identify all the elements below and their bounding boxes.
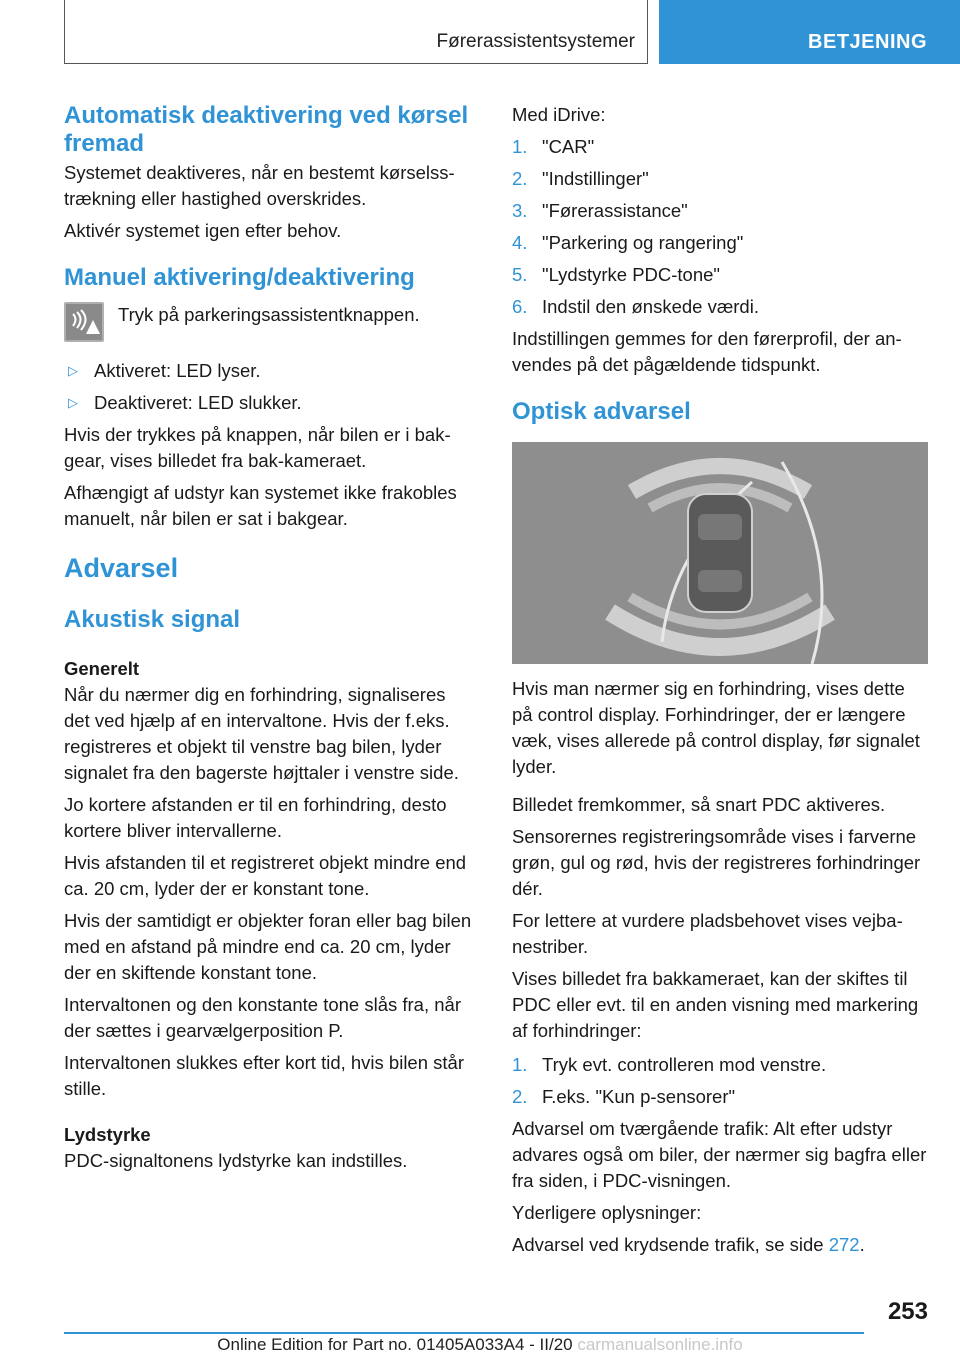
heading-warning: Advarsel [64,553,179,583]
camera-steps [512,1052,928,1110]
header-box [64,0,648,64]
paragraph: Hvis man nærmer sig en forhindring, vises dette på control display. Forhindringer, der er længere væk, vises allerede på control display, før signalet lyder. [512,678,920,777]
paragraph: Jo kortere afstanden er til en forhindring, desto kortere bliver intervallerne. [64,794,447,841]
paragraph: Aktivér systemet igen efter behov. [64,220,342,241]
list-item: 5. "Lydstyrke PDC-tone" [512,264,720,285]
list-item: 2. F.eks. "Kun p-sensorer" [512,1086,736,1107]
icon-row [64,302,472,348]
subheading-general: Generelt [64,658,140,679]
paragraph: Vises billedet fra bakkameraet, kan der skiftes til PDC eller evt. til en anden visning med markering af forhindringer: [512,968,919,1041]
paragraph: Tryk på parkeringsassistentknappen. [118,304,420,325]
list-item: ▷ Aktiveret: LED lyser. [64,358,472,384]
subheading-volume: Lydstyrke [64,1124,151,1145]
paragraph: Billedet fremkommer, så snart PDC aktiveres. [512,794,886,815]
list-item: 1. "CAR" [512,136,595,157]
paragraph: Intervaltonen slukkes efter kort tid, hvis bilen står stille. [64,1052,464,1099]
triangle-bullet-icon: ▷ [68,395,78,410]
footer-divider [64,1332,864,1334]
paragraph: Sensorernes registreringsområde vises i farverne grøn, gul og rød, hvis der registreres forhindringer dér. [512,826,921,899]
section-tab: BETJENING [659,0,960,64]
triangle-bullet-icon: ▷ [68,363,78,378]
paragraph: Yderligere oplysninger: [512,1202,702,1223]
pdc-display-illustration [512,442,928,664]
idrive-steps [512,134,928,320]
paragraph: Afhængigt af udstyr kan systemet ikke frakobles manuelt, når bilen er sat i bakgear. [64,482,457,529]
paragraph: Systemet deaktiveres, når en bestemt kørselsstrækning eller hastighed overskrides. [64,162,455,209]
paragraph: For lettere at vurdere pladsbehovet vises vejbanestriber. [512,910,903,957]
paragraph: Advarsel ved krydsende trafik, se side 272. [512,1234,865,1255]
paragraph: Hvis der samtidigt er objekter foran eller bag bilen med en afstand på mindre end ca. 20 cm, lyder der en skiftende konstant tone. [64,910,472,983]
list-item: 3. "Førerassistance" [512,200,688,221]
parking-assistant-button-icon [64,302,104,342]
paragraph: PDC-signaltonens lydstyrke kan indstilles. [64,1150,408,1171]
list-item: 4. "Parkering og rangering" [512,232,744,253]
paragraph: Advarsel om tværgående trafik: Alt efter udstyr advares også om biler, der nærmer sig bagfra eller fra siden, i PDC-visningen. [512,1118,927,1191]
paragraph: Når du nærmer dig en forhindring, signaliseres det ved hjælp af en intervaltone. Hvis der f.eks. registreres et objekt til venstre bag bilen, lyder signalet fra den bagerste højttaler i venstre side. [64,684,459,783]
footer-edition: Online Edition for Part no. 01405A033A4 - II/20 carmanualsonline.info [217,1335,743,1354]
paragraph: Hvis afstanden til et registreret objekt mindre end ca. 20 cm, lyder der er konstant tone. [64,852,467,899]
paragraph: Intervaltonen og den konstante tone slås fra, når der sættes i gearvælgerposition P. [64,994,461,1041]
heading-optical: Optisk advarsel [512,398,691,425]
list-item: 6. Indstil den ønskede værdi. [512,296,759,317]
paragraph: Hvis der trykkes på knappen, når bilen er i bakgear, vises billedet fra bak-kameraet. [64,424,451,471]
left-column [64,102,472,1174]
list-item: 1. Tryk evt. controlleren mod venstre. [512,1054,827,1075]
led-list [64,358,472,416]
page-reference-link[interactable]: 272 [828,1234,860,1255]
heading-auto-deactivation: Automatisk deaktivering ved kørsel fremad [64,102,469,157]
list-item: ▷ Deaktiveret: LED slukker. [64,390,472,416]
watermark: carmanualsonline.info [577,1335,743,1354]
paragraph: Indstillingen gemmes for den førerprofil, der anvendes på det pågældende tidspunkt. [512,328,902,375]
list-item: 2. "Indstillinger" [512,168,649,189]
heading-manual: Manuel aktivering/deaktivering [64,264,415,291]
header-title: Førerassistentsystemer [436,31,635,52]
heading-acoustic: Akustisk signal [64,606,241,633]
page-number: 253 [887,1298,928,1325]
paragraph: Med iDrive: [512,104,606,125]
right-column [512,102,928,1258]
